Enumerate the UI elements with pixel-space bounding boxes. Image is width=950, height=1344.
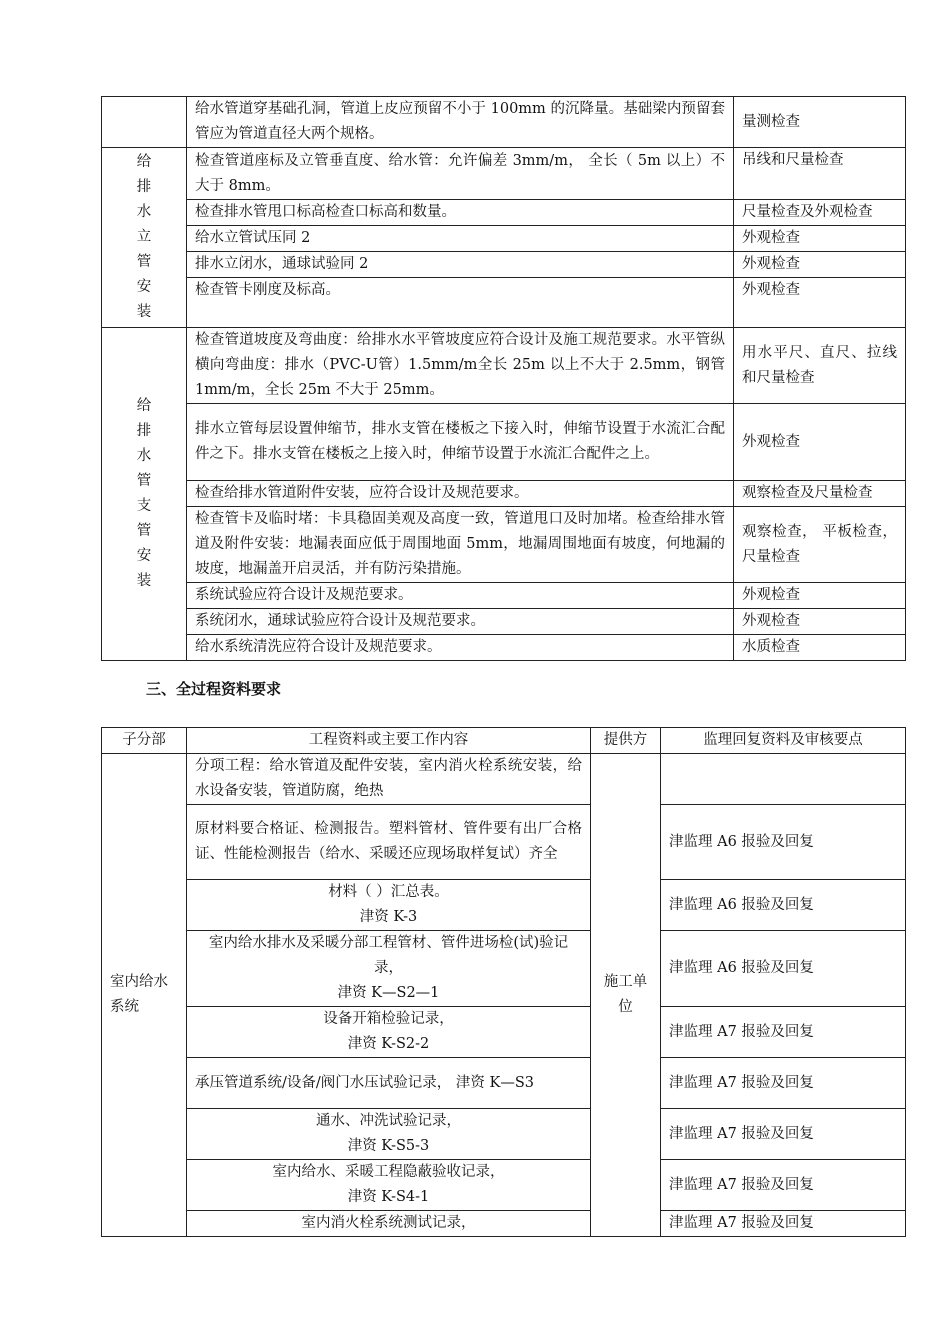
provider-cell [591,754,661,1237]
work-content [187,754,591,805]
reply-cell: 津监理 A7 报验及回复 [661,1160,906,1211]
group-label-text: 给排水立管安装 [136,154,152,320]
table-row [102,1211,906,1237]
table-row [102,609,906,635]
header-provider: 提供方 [591,728,661,754]
table-row [102,328,906,404]
work-content-line2: 津资 K-3 [359,909,418,925]
section-title: 三、全过程资料要求 [146,680,282,698]
table-row [102,754,906,805]
provider-text: 施工单位 [603,974,648,1015]
work-content-line2: 津资 K-S5-3 [347,1138,430,1154]
table-row [102,252,906,278]
work-content-text: 原材料要合格证、检测报告。塑料管材、管件要有出厂合格证、性能检测报告（给水、采暖还应现场取样复试）齐全 [195,821,582,862]
table-row [102,1109,906,1160]
work-content-line1: 室内给水、采暖工程隐蔽验收记录， [272,1164,505,1180]
reply-cell: 津监理 A7 报验及回复 [661,1007,906,1058]
item-content: 排水立闭水，通球试验同 2 [187,252,734,278]
inspection-method: 外观检查 [734,609,906,635]
work-content-line2: 津资 K-S4-1 [347,1189,430,1205]
inspection-method: 外观检查 [734,583,906,609]
item-content: 给水系统清洗应符合设计及规范要求。 [187,635,734,661]
inspection-method: 观察检查， 平板检查，尺量检查 [734,507,906,583]
table-row [102,404,906,481]
table-row [102,931,906,1007]
inspection-method: 量测检查 [734,97,906,148]
inspection-method: 外观检查 [734,252,906,278]
work-content-line1: 室内消火栓系统测试记录， [301,1215,476,1231]
group-label-branch [102,328,187,661]
table-row [102,880,906,931]
table-row [102,200,906,226]
table-row [102,635,906,661]
document-requirements-table [101,727,906,1237]
subsection-cell: 室内给水系统 [102,754,187,1237]
work-content [187,1160,591,1211]
item-content: 检查排水管甩口标高检查口标高和数量。 [187,200,734,226]
inspection-method: 外观检查 [734,278,906,328]
work-content [187,805,591,880]
item-content: 系统闭水，通球试验应符合设计及规范要求。 [187,609,734,635]
item-content: 检查管道座标及立管垂直度、给水管：允许偏差 3mm/m， 全长（ 5m 以上）不大于 8mm。 [187,148,734,200]
reply-cell [661,754,906,805]
empty-cell [102,97,187,148]
table-row [102,583,906,609]
table-row [102,481,906,507]
table-row [102,148,906,200]
inspection-method: 吊线和尺量检查 [734,148,906,200]
item-content: 给水管道穿基础孔洞，管道上皮应预留不小于 100mm 的沉降量。基础梁内预留套管应为管道直径大两个规格。 [187,97,734,148]
reply-cell: 津监理 A7 报验及回复 [661,1211,906,1237]
group-label-text: 给排水管支管安装 [136,398,152,589]
work-content-line1: 室内给水排水及采暖分部工程管材、管件进场检(试)验记录， [208,935,569,976]
table-row [102,278,906,328]
inspection-method: 水质检查 [734,635,906,661]
work-content-line1: 材料（ ）汇总表。 [328,884,449,900]
table-row [102,1058,906,1109]
group-label-riser [102,148,187,328]
work-content [187,1109,591,1160]
work-content-line1: 通水、冲洗试验记录， [316,1113,461,1129]
table-row [102,226,906,252]
inspection-table [101,96,906,661]
table-row [102,507,906,583]
header-subsection: 子分部 [102,728,187,754]
inspection-method: 外观检查 [734,404,906,481]
table-row [102,1160,906,1211]
work-content [187,1007,591,1058]
work-content-text: 承压管道系统/设备/阀门水压试验记录， 津资 K—S3 [195,1074,534,1091]
reply-cell: 津监理 A7 报验及回复 [661,1109,906,1160]
inspection-method: 外观检查 [734,226,906,252]
reply-cell: 津监理 A6 报验及回复 [661,805,906,880]
reply-cell: 津监理 A6 报验及回复 [661,880,906,931]
item-content: 检查给排水管道附件安装，应符合设计及规范要求。 [187,481,734,507]
header-row [102,728,906,754]
table-row [102,805,906,880]
work-content-line2: 津资 K—S2—1 [337,985,440,1001]
inspection-method: 用水平尺、直尺、拉线和尺量检查 [734,328,906,404]
item-content: 给水立管试压同 2 [187,226,734,252]
item-content: 排水立管每层设置伸缩节，排水支管在楼板之下接入时，伸缩节设置于水流汇合配件之下。排水支管在楼板之上接入时，伸缩节设置于水流汇合配件之上。 [187,404,734,481]
table-row [102,1007,906,1058]
inspection-method: 尺量检查及外观检查 [734,200,906,226]
inspection-method: 观察检查及尺量检查 [734,481,906,507]
item-content: 检查管卡刚度及标高。 [187,278,734,328]
item-content: 检查管卡及临时堵：卡具稳固美观及高度一致，管道甩口及时加堵。检查给排水管道及附件安装：地漏表面应低于周围地面 5mm，地漏周围地面有坡度，何地漏的坡度，地漏盖开启灵活，并有防污染措施。 [187,507,734,583]
work-content [187,931,591,1007]
header-reply: 监理回复资料及审核要点 [661,728,906,754]
reply-cell: 津监理 A6 报验及回复 [661,931,906,1007]
work-content-line1: 设备开箱检验记录， [323,1011,454,1027]
item-content: 系统试验应符合设计及规范要求。 [187,583,734,609]
work-content-text: 分项工程：给水管道及配件安装，室内消火栓系统安装，给水设备安装，管道防腐，绝热 [195,758,582,799]
item-content: 检查管道坡度及弯曲度：给排水水平管坡度应符合设计及施工规范要求。水平管纵横向弯曲度：排水（PVC-U管）1.5mm/m全长 25m 以上不大于 2.5mm，钢管 1mm/m，全长 25m 不大于 25mm。 [187,328,734,404]
work-content-line2: 津资 K-S2-2 [347,1036,430,1052]
work-content [187,1058,591,1109]
work-content [187,1211,591,1237]
header-content: 工程资料或主要工作内容 [187,728,591,754]
table-row [102,97,906,148]
work-content [187,880,591,931]
reply-cell: 津监理 A7 报验及回复 [661,1058,906,1109]
